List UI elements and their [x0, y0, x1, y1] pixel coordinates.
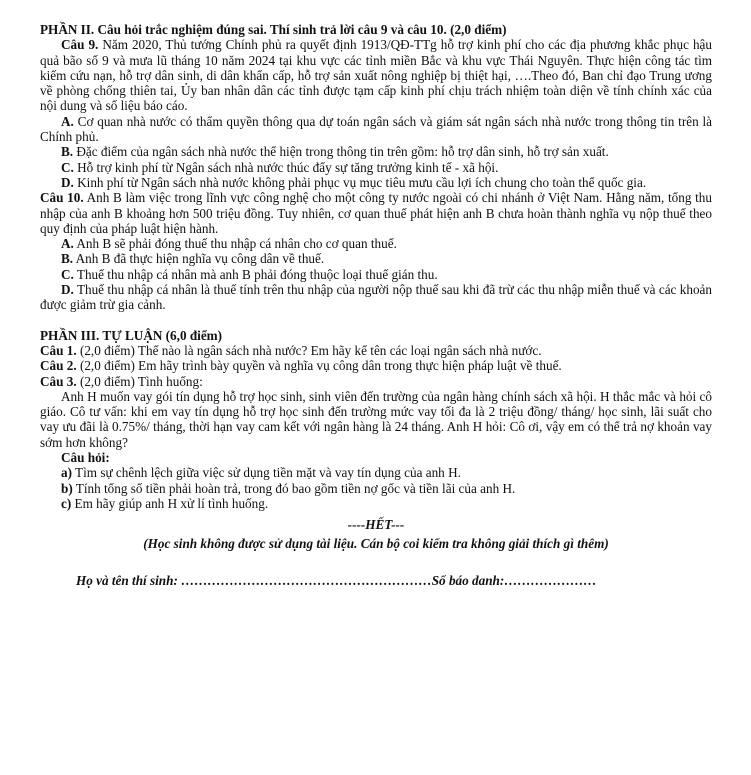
q10-label: Câu 10. — [40, 190, 84, 206]
part3-question-2 — [40, 358, 712, 373]
part3-question-1 — [40, 343, 712, 358]
question-10 — [40, 190, 712, 236]
option-text: Anh B đã thực hiện nghĩa vụ công dân về thuế. — [73, 251, 325, 267]
q3-sub-c — [61, 496, 712, 511]
q9-option-b — [40, 144, 712, 159]
end-marker: ----HẾT--- — [347, 517, 405, 533]
option-text: Hỗ trợ kinh phí từ Ngân sách nhà nước thúc đẩy sự tăng trưởng kinh tế - xã hội. — [73, 159, 499, 175]
q9-option-d — [40, 175, 712, 190]
q1-label: Câu 1. — [40, 342, 77, 358]
exam-note: (Học sinh không được sử dụng tài liệu. Cán bộ coi kiểm tra không giải thích gì thêm) — [143, 535, 609, 551]
sub-text: Tính tổng số tiền phải hoàn trả, trong đó bao gồm tiền nợ gốc và tiền lãi của anh H. — [72, 480, 516, 496]
q10-option-a — [40, 236, 712, 251]
q3-text: (2,0 điểm) Tình huống: — [76, 373, 203, 389]
q3-sub-b — [61, 481, 712, 496]
sub-text: Tìm sự chênh lệch giữa việc sử dụng tiền mặt và vay tín dụng của anh H. — [72, 465, 461, 481]
part2-heading: PHẦN II. Câu hỏi trắc nghiệm đúng sai. Thí sinh trả lời câu 9 và câu 10. (2,0 điểm) — [40, 22, 507, 37]
q10-option-c — [40, 267, 712, 282]
option-key: B. — [61, 144, 74, 160]
option-text: Anh B sẽ phải đóng thuế thu nhập cá nhân cho cơ quan thuế. — [73, 236, 397, 252]
question-9 — [40, 37, 712, 113]
option-key: C. — [61, 159, 74, 175]
q2-text: (2,0 điểm) Em hãy trình bày quyền và nghĩa vụ công dân trong thực hiện pháp luật về thuế. — [76, 358, 562, 374]
q9-text: Năm 2020, Thủ tướng Chính phủ ra quyết định 1913/QĐ-TTg hỗ trợ kinh phí cho các địa phương khắc phục hậu quả bão số 9 và mưa lũ tháng 10 năm 2024 tại khu vực các tỉnh miền Bắc và khu vực Thái Nguyên. Thực hiện công tác tìm kiếm cứu nạn, hỗ trợ dân sinh, di dân khẩn cấp, hỗ trợ sản xuất nông nghiệp bị thiệt hại, ….Theo đó, Ban chỉ đạo Trung ương về phòng chống thiên tai, Ủy ban nhân dân các tỉnh được tạm cấp kinh phí chịu trách nhiệm toàn diện về tính chính xác của nội dung và số liệu báo cáo. — [40, 37, 712, 114]
q3-sub-a — [61, 465, 712, 480]
option-key: C. — [61, 266, 74, 282]
q10-option-d — [40, 282, 712, 313]
q9-label: Câu 9. — [61, 37, 99, 53]
part3-question-3 — [40, 374, 712, 389]
q10-option-b — [40, 251, 712, 266]
sub-text: Em hãy giúp anh H xử lí tình huống. — [71, 495, 269, 511]
sub-key: a) — [61, 465, 72, 481]
q3-questions-label: Câu hỏi: — [61, 450, 110, 466]
option-key: D. — [61, 174, 74, 190]
part3-heading: PHẦN III. TỰ LUẬN (6,0 điểm) — [40, 327, 223, 343]
option-key: B. — [61, 251, 74, 267]
option-key: A. — [61, 236, 74, 252]
q1-text: (2,0 điểm) Thế nào là ngân sách nhà nước? Em hãy kể tên các loại ngân sách nhà nước. — [76, 342, 542, 358]
candidate-info-line: Họ và tên thí sinh: …………………………………………………Số báo danh:………………… — [76, 572, 597, 588]
exam-page — [40, 22, 712, 588]
option-text: Kinh phí từ Ngân sách nhà nước không phải phục vụ mục tiêu mưu cầu lợi ích chung cho toàn thể quốc gia. — [73, 174, 647, 190]
option-text: Thuế thu nhập cá nhân là thuế tính trên thu nhập của người nộp thuế sau khi đã trừ các thu nhập miễn thuế và các khoản được giảm trừ gia cảnh. — [40, 282, 712, 313]
q3-label: Câu 3. — [40, 373, 77, 389]
section-spacer — [40, 313, 712, 328]
q2-label: Câu 2. — [40, 358, 77, 374]
q3-scenario: Anh H muốn vay gói tín dụng hỗ trợ học sinh, sinh viên đến trường của ngân hàng chính sách xã hội. H thắc mắc và hỏi cô giáo. Cô tư vấn: khi em vay tín dụng hỗ trợ học sinh đến trường mức vay tối đa là 2 triệu đồng/ tháng/ học sinh, lãi suất cho vay ưu đãi là 0.75%/ tháng, thời hạn vay cam kết với ngân hàng là 24 tháng. Anh H hỏi: Cô ơi, vậy em có thể trả nợ khoản vay sớm hơn không? — [40, 388, 712, 450]
option-key: A. — [61, 113, 74, 129]
sub-key: c) — [61, 495, 72, 511]
option-text: Cơ quan nhà nước có thẩm quyền thông qua dự toán ngân sách và giám sát ngân sách nhà nước trong thông tin trên là Chính phủ. — [40, 113, 712, 145]
option-text: Đặc điểm của ngân sách nhà nước thể hiện trong thông tin trên gồm: hỗ trợ dân sinh, hỗ trợ sản xuất. — [73, 144, 609, 160]
q10-text: Anh B làm việc trong lĩnh vực công nghệ cho một công ty nước ngoài có chi nhánh ở Việt Nam. Hằng năm, tổng thu nhập của anh B khoảng hơn 500 triệu đồng. Tuy nhiên, cơ quan thuế phát hiện anh B chưa hoàn thành nghĩa vụ nộp thuế theo quy định của pháp luật hiện hành. — [40, 190, 712, 236]
option-text: Thuế thu nhập cá nhân mà anh B phải đóng thuộc loại thuế gián thu. — [73, 266, 438, 282]
q9-option-c — [40, 160, 712, 175]
option-key: D. — [61, 282, 74, 298]
q9-option-a — [40, 114, 712, 145]
sub-key: b) — [61, 480, 73, 496]
